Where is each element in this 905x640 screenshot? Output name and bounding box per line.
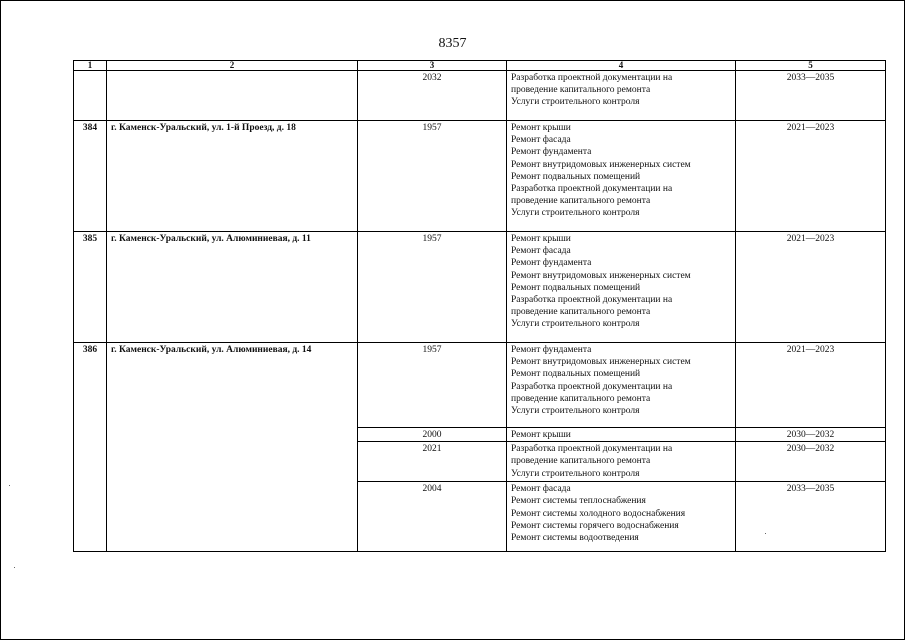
row-works <box>507 232 736 343</box>
row-year: 2021 <box>358 442 507 482</box>
table-row <box>74 343 886 428</box>
work-item: Услуги строительного контроля <box>511 97 640 108</box>
row-period: 2021—2023 <box>736 343 886 428</box>
row-year: 1957 <box>358 121 507 232</box>
row-period: 2021—2023 <box>736 121 886 232</box>
row-address: г. Каменск-Уральский, ул. Алюминиевая, д. 14 <box>107 343 358 552</box>
scan-speck <box>14 567 15 568</box>
work-item: Ремонт крыши <box>511 123 571 133</box>
work-item: Ремонт подвальных помещений <box>511 171 641 182</box>
work-item: Ремонт системы горячего водоснабжения <box>511 520 679 531</box>
table-header-row <box>74 61 886 71</box>
work-item: Ремонт фундамента <box>511 345 592 355</box>
work-item: Услуги строительного контроля <box>511 406 640 417</box>
table-row <box>74 121 886 232</box>
work-item: Ремонт внутридомовых инженерных систем <box>511 357 691 368</box>
row-number: 384 <box>74 121 107 232</box>
work-item: Разработка проектной документации на <box>511 381 673 392</box>
work-item: Ремонт системы теплоснабжения <box>511 496 646 507</box>
row-number: 385 <box>74 232 107 343</box>
work-item: Ремонт фундамента <box>511 147 592 158</box>
page-number: 8357 <box>438 36 467 51</box>
row-works <box>507 343 736 428</box>
row-year: 1957 <box>358 232 507 343</box>
table-row <box>74 71 886 121</box>
work-item: Ремонт фундамента <box>511 258 592 269</box>
row-period: 2030—2032 <box>736 428 886 442</box>
work-item: проведение капитального ремонта <box>511 393 651 404</box>
work-item: Ремонт подвальных помещений <box>511 369 641 380</box>
row-year: 2032 <box>358 71 507 121</box>
repair-schedule-table <box>73 60 886 552</box>
row-period: 2033—2035 <box>736 482 886 552</box>
work-item: Ремонт системы холодного водоснабжения <box>511 508 686 519</box>
work-item: проведение капитального ремонта <box>511 85 651 96</box>
work-item: Услуги строительного контроля <box>511 468 640 479</box>
column-header: 3 <box>358 61 507 71</box>
work-item: проведение капитального ремонта <box>511 196 651 207</box>
work-item: Ремонт внутридомовых инженерных систем <box>511 159 691 170</box>
work-item: Ремонт внутридомовых инженерных систем <box>511 270 691 281</box>
column-header: 1 <box>74 61 107 71</box>
work-item: Разработка проектной документации на <box>511 73 673 83</box>
scan-speck <box>9 485 10 486</box>
row-year: 1957 <box>358 343 507 428</box>
row-year: 2000 <box>358 428 507 442</box>
row-works <box>507 442 736 482</box>
work-item: Ремонт фасада <box>511 246 571 257</box>
work-item: Ремонт крыши <box>511 234 571 244</box>
row-period: 2021—2023 <box>736 232 886 343</box>
row-address: г. Каменск-Уральский, ул. Алюминиевая, д. 11 <box>107 232 358 343</box>
work-item: Разработка проектной документации на <box>511 184 673 195</box>
work-item: Разработка проектной документации на <box>511 444 673 455</box>
work-item: Ремонт фасада <box>511 484 571 495</box>
work-item: Разработка проектной документации на <box>511 295 673 306</box>
table-row <box>74 232 886 343</box>
work-item: Услуги строительного контроля <box>511 319 640 330</box>
row-works <box>507 482 736 552</box>
row-number: 386 <box>74 343 107 552</box>
work-item: Ремонт системы водоотведения <box>511 533 639 544</box>
row-works <box>507 71 736 121</box>
work-item: Услуги строительного контроля <box>511 208 640 219</box>
scan-speck <box>765 533 766 534</box>
row-year: 2004 <box>358 482 507 552</box>
row-period: 2030—2032 <box>736 442 886 482</box>
row-address: г. Каменск-Уральский, ул. 1-й Проезд, д. 18 <box>107 121 358 232</box>
work-item: Ремонт крыши <box>511 430 571 440</box>
work-item: проведение капитального ремонта <box>511 456 651 467</box>
row-works <box>507 121 736 232</box>
row-address <box>107 71 358 121</box>
row-period: 2033—2035 <box>736 71 886 121</box>
work-item: Ремонт подвальных помещений <box>511 282 641 293</box>
column-header: 5 <box>736 61 886 71</box>
column-header: 2 <box>107 61 358 71</box>
column-header: 4 <box>507 61 736 71</box>
row-number <box>74 71 107 121</box>
work-item: Ремонт фасада <box>511 135 571 146</box>
work-item: проведение капитального ремонта <box>511 307 651 318</box>
row-works <box>507 428 736 442</box>
